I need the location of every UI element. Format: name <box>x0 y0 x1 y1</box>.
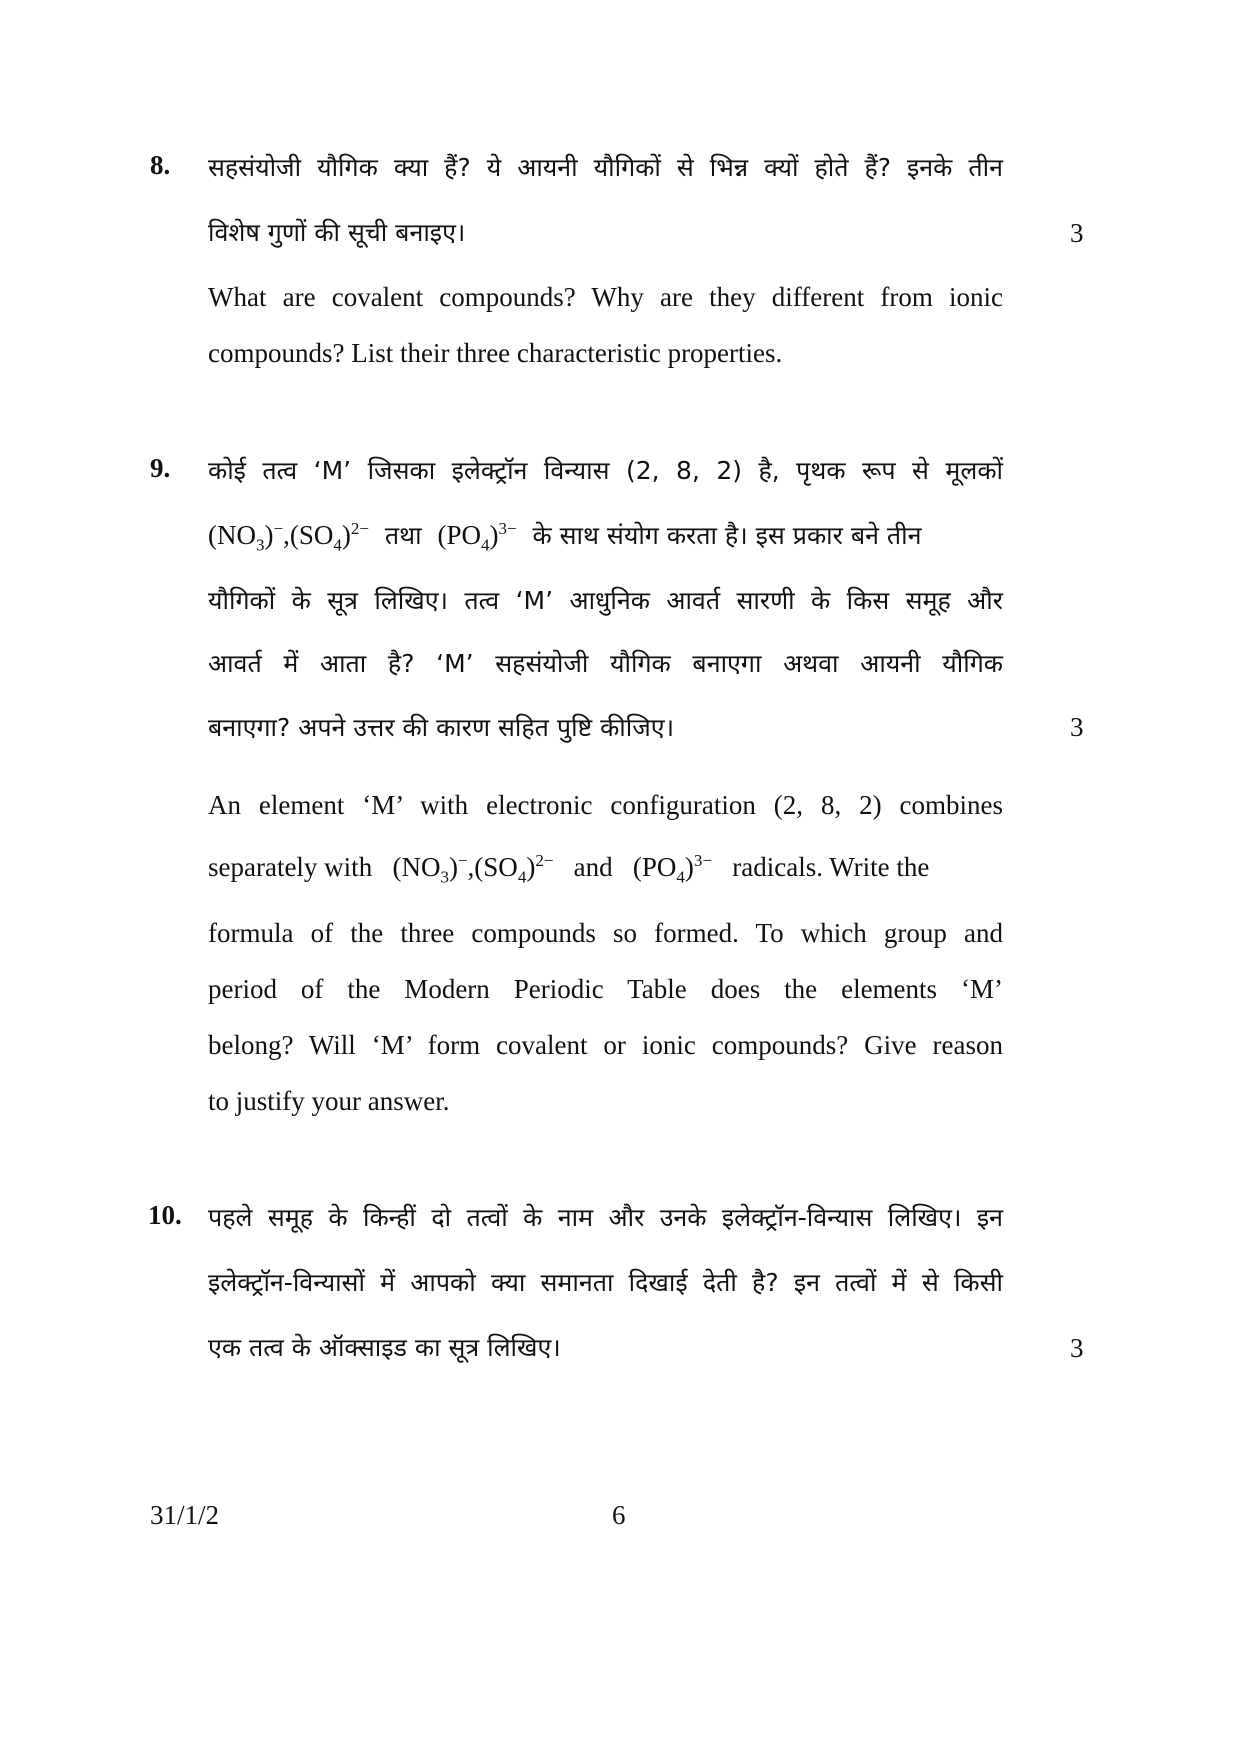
question-10-marks: 3 <box>1070 1333 1084 1363</box>
question-10-number: 10. <box>148 1200 182 1230</box>
question-8-english-line-1: What are covalent compounds? Why are they different from ionic <box>208 282 1003 312</box>
question-9-english-line-4: period of the Modern Periodic Table does the elements ‘M’ <box>208 974 1003 1004</box>
question-8-hindi-line-1: सहसंयोजी यौगिक क्या हैं? ये आयनी यौगिकों से भिन्न क्यों होते हैं? इनके तीन <box>208 153 1003 182</box>
radical-no3: $(NO_3)^-$ <box>208 519 284 555</box>
question-10-hindi-line-1: पहले समूह के किन्हीं दो तत्वों के नाम और उनके इलेक्ट्रॉन-विन्यास लिखिए। इन <box>208 1203 1003 1232</box>
page-number: 6 <box>612 1500 626 1530</box>
question-9-english-line-2: separately with $(NO_3)^-,(SO_4)^{2-}$ and $(PO_4)^{3-}$ radicals. Write the <box>208 851 930 887</box>
question-9-english-line-5: belong? Will ‘M’ form covalent or ionic compounds? Give reason <box>208 1030 1003 1060</box>
question-9-english-line-3: formula of the three compounds so formed. To which group and <box>208 918 1003 948</box>
question-8-hindi-line-2: विशेष गुणों की सूची बनाइए। <box>208 218 466 247</box>
question-9-number: 9. <box>150 453 171 483</box>
question-9-hindi-line-4: आवर्त में आता है? ‘M’ सहसंयोजी यौगिक बनाएगा अथवा आयनी यौगिक <box>208 649 1003 678</box>
question-8-number: 8. <box>150 150 171 180</box>
question-10-hindi-line-2: इलेक्ट्रॉन-विन्यासों में आपको क्या समानता दिखाई देती है? इन तत्वों में से किसी <box>208 1268 1003 1297</box>
question-8-marks: 3 <box>1070 218 1084 248</box>
question-9-hindi-line-3: यौगिकों के सूत्र लिखिए। तत्व ‘M’ आधुनिक आवर्त सारणी के किस समूह और <box>208 586 1003 615</box>
question-9-hindi-line-2: $(NO_3)^-,(SO_4)^{2-}$ तथा $(PO_4)^{3-}$ के साथ संयोग करता है। इस प्रकार बने तीन <box>208 519 922 555</box>
radical-po4-en: $(PO_4)^{3-}$ <box>632 851 712 887</box>
question-9-english-line-6: to justify your answer. <box>208 1086 450 1116</box>
radical-no3-en: $(NO_3)^-$ <box>392 851 468 887</box>
radical-po4: $(PO_4)^{3-}$ <box>437 519 517 555</box>
radical-so4-en: $,(SO_4)^{2-}$ <box>467 851 554 887</box>
question-8-english-line-2: compounds? List their three characteristic properties. <box>208 338 783 368</box>
question-9-marks: 3 <box>1070 712 1084 742</box>
question-9-hindi-line-1: कोई तत्व ‘M’ जिसका इलेक्ट्रॉन विन्यास (2, 8, 2) है, पृथक रूप से मूलकों <box>208 456 1003 485</box>
question-9-english-line-1: An element ‘M’ with electronic configuration (2, 8, 2) combines <box>208 790 1003 820</box>
question-9-hindi-line-5: बनाएगा? अपने उत्तर की कारण सहित पुष्टि कीजिए। <box>208 713 675 742</box>
radical-so4: $,(SO_4)^{2-}$ <box>283 519 369 555</box>
question-10-hindi-line-3: एक तत्व के ऑक्साइड का सूत्र लिखिए। <box>208 1333 561 1362</box>
paper-code: 31/1/2 <box>150 1500 220 1530</box>
